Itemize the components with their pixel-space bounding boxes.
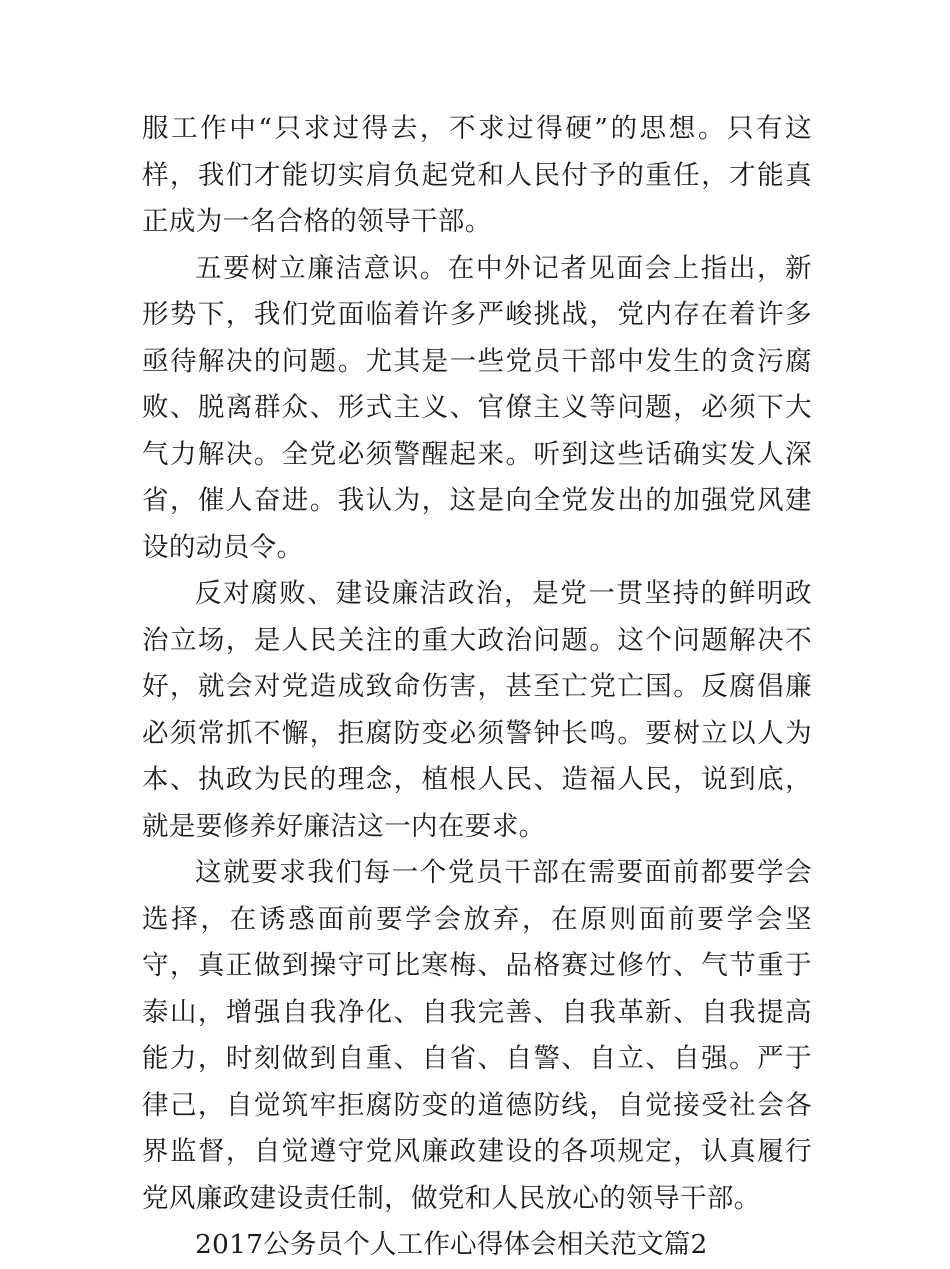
paragraph-1: 服工作中“只求过得去，不求过得硬”的思想。只有这样，我们才能切实肩负起党和人民付予的重任，才能真正成为一名合格的领导干部。 (142, 113, 812, 237)
paragraph-4: 这就要求我们每一个党员干部在需要面前都要学会选择，在诱惑面前要学会放弃，在原则面前要学会坚守，真正做到操守可比寒梅、品格赛过修竹、气节重于泰山，增强自我净化、自我完善、自我革新、自我提高能力，时刻做到自重、自省、自警、自立、自强。严于律己，自觉筑牢拒腐防变的道德防线，自觉接受社会各界监督，自觉遵守党风廉政建设的各项规定，认真履行党风廉政建设责任制，做党和人民放心的领导干部。 (142, 857, 812, 1214)
paragraph-2: 五要树立廉洁意识。在中外记者见面会上指出，新形势下，我们党面临着许多严峻挑战，党内存在着许多亟待解决的问题。尤其是一些党员干部中发生的贪污腐败、脱离群众、形式主义、官僚主义等问题，必须下大气力解决。全党必须警醒起来。听到这些话确实发人深省，催人奋进。我认为，这是向全党发出的加强党风建设的动员令。 (142, 252, 812, 563)
section-heading: 2017公务员个人工作心得体会相关范文篇2 (195, 1229, 708, 1260)
paragraph-3: 反对腐败、建设廉洁政治，是党一贯坚持的鲜明政治立场，是人民关注的重大政治问题。这个问题解决不好，就会对党造成致命伤害，甚至亡党亡国。反腐倡廉必须常抓不懈，拒腐防变必须警钟长鸣。要树立以人为本、执政为民的理念，植根人民、造福人民，说到底，就是要修养好廉洁这一内在要求。 (142, 578, 812, 842)
document-body (142, 106, 812, 1269)
